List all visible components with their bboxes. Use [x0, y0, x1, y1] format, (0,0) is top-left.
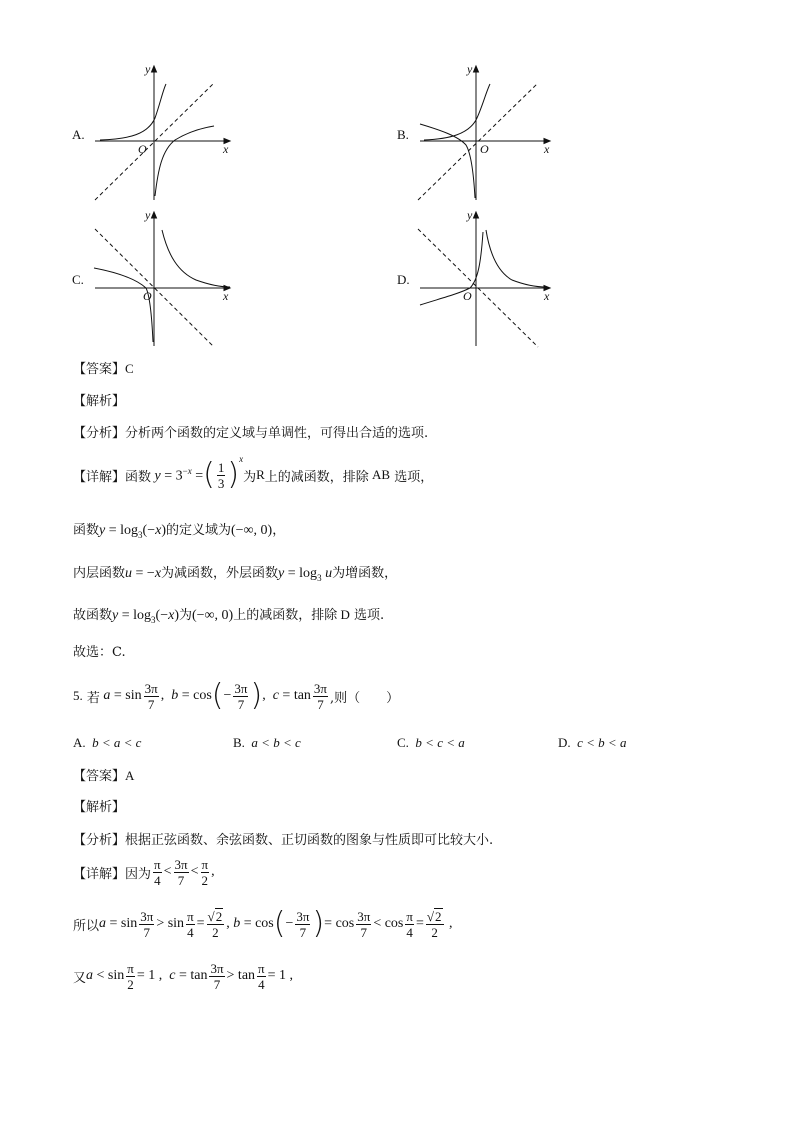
q4-detail-text: 上的减函数，排除 [233, 608, 338, 623]
q5-stem: 5. 若 a = sin $\frac{3\pi}{7}$ , b = cos ( − $\frac{3\pi}{7}$ ) , c = tan $\frac{3\pi}{7}$ ,则（ ） [73, 678, 400, 713]
q5-text: 若 [86, 690, 100, 706]
q4-detail-d: D [340, 607, 350, 622]
q4-formula-y1: $y = 3^{-x}$ = [154, 465, 204, 484]
q4-detail-text: 上的减函数，排除 [264, 469, 369, 485]
q5-analysis-label: 【解析】 [73, 800, 126, 815]
graph-c-label: C. [72, 272, 84, 287]
q4-detail-text: ， [272, 523, 286, 538]
q4-detail-line2: 函数$y = \log_3(-x)$的定义域为(−∞, 0)， [73, 523, 286, 540]
q4-detail-text: 为减函数，外层函数 [161, 566, 279, 581]
q4-detail-text: 故函数 [73, 608, 113, 623]
graph-a-y-label: y [145, 62, 151, 76]
q4-detail-text: 内层函数 [73, 566, 126, 581]
q5-detail-line1: 【详解】 因为 $\frac{\pi}{4}$ < $\frac{3\pi}{7}$ < $\frac{\pi}{2}$ , [73, 856, 215, 888]
q4-fenxi-label: 【分析】 [73, 426, 126, 441]
q4-detail-r: R [256, 467, 265, 482]
q5-answer [73, 765, 134, 784]
q5-option-c [397, 735, 465, 751]
q4-detail-text: 函数 [73, 523, 100, 538]
q5-option-d [558, 735, 626, 751]
q4-fenxi [73, 422, 428, 441]
q4-fenxi-text: 分析两个函数的定义域与单调性，可得出合适的选项. [125, 426, 429, 441]
graph-a-x-label: x [223, 142, 229, 156]
q5-detail-label: 【详解】 [73, 866, 126, 882]
q4-analysis-label: 【解析】 [73, 394, 126, 409]
q4-detail-text: 选项， [394, 469, 434, 485]
q5-detail-line2: 所以 a = sin $\frac{3\pi}{7}$ > sin $\frac{\pi}{4}$ = $\frac{√2}{2}$ , b = cos ( − $\frac{3\pi}{7}$ ) = cos $\frac{3\pi}{7}$ < cos $\frac{\pi}{4}$ = $\frac{√2}{2}$ , [73, 906, 453, 941]
q4-detail-ab: AB [372, 467, 391, 482]
q4-detail-text: 函数 [125, 469, 152, 485]
graph-b-label: B. [397, 127, 409, 142]
option-label: A. [73, 735, 86, 750]
option-label: C. [397, 735, 409, 750]
q4-detail-text: 选项. [354, 608, 385, 623]
graph-d-y-label: y [467, 208, 473, 222]
q5-answer-label: 【答案】 [73, 769, 126, 784]
option-expr: a < b < c [251, 735, 301, 750]
option-expr: b < c < a [415, 735, 465, 750]
graph-c-origin-label: O [143, 289, 152, 303]
graph-d [0, 0, 794, 360]
q5-text: 因为 [125, 866, 152, 882]
q5-number: 5. [73, 688, 83, 703]
q4-answer [73, 358, 134, 377]
q5-text: 所以 [73, 918, 100, 934]
q4-answer-value: C [125, 361, 134, 376]
q5-detail-line3: 又 a < sin $\frac{\pi}{2}$ = 1 , c = tan $\frac{3\pi}{7}$ > tan $\frac{\pi}{4}$ = 1 , [73, 960, 294, 992]
graph-a-label: A. [72, 127, 85, 142]
q5-fenxi [73, 829, 493, 848]
q5-option-b [233, 735, 301, 751]
q5-answer-value: A [125, 768, 135, 783]
q5-text: 又 [73, 970, 87, 986]
q4-conclusion: 故选：C. [73, 645, 126, 660]
option-label: D. [558, 735, 571, 750]
q4-detail-line1: 【详解】 函数 $y = 3^{-x}$ = ( $\frac{1}{3}$ ) x 为 R 上的减函数，排除 AB 选项， [73, 454, 434, 492]
q4-detail-text: 的定义域为 [165, 523, 231, 538]
q5-text: ,则（ ） [330, 690, 400, 706]
graph-d-origin-label: O [463, 289, 472, 303]
option-label: B. [233, 735, 245, 750]
q4-detail-text: 为 [178, 608, 192, 623]
option-expr: c < b < a [577, 735, 627, 750]
q4-detail-text: 为增函数， [332, 566, 398, 581]
q5-fenxi-text: 根据正弦函数、余弦函数、正切函数的图象与性质即可比较大小. [125, 833, 494, 848]
q4-detail-line4: 故函数$y = \log_3(-x)$为(−∞, 0)上的减函数，排除 D 选项. [73, 607, 385, 625]
option-expr: b < a < c [92, 735, 142, 750]
q4-detail-text: 为 [243, 469, 257, 485]
graph-d-x-label: x [544, 289, 550, 303]
graph-b-origin-label: O [480, 142, 489, 156]
q5-option-a [73, 735, 141, 751]
q5-fenxi-label: 【分析】 [73, 833, 126, 848]
graph-d-label: D. [397, 272, 410, 287]
q4-detail-line3: 内层函数u = −x为减函数，外层函数$y = \log_3 u$为增函数， [73, 566, 398, 583]
graph-b-x-label: x [544, 142, 550, 156]
graph-a-origin-label: O [138, 142, 147, 156]
graph-b-y-label: y [467, 62, 473, 76]
q4-answer-label: 【答案】 [73, 362, 126, 377]
q4-detail-label: 【详解】 [73, 469, 126, 485]
graph-c-y-label: y [145, 208, 151, 222]
graph-c-x-label: x [223, 289, 229, 303]
